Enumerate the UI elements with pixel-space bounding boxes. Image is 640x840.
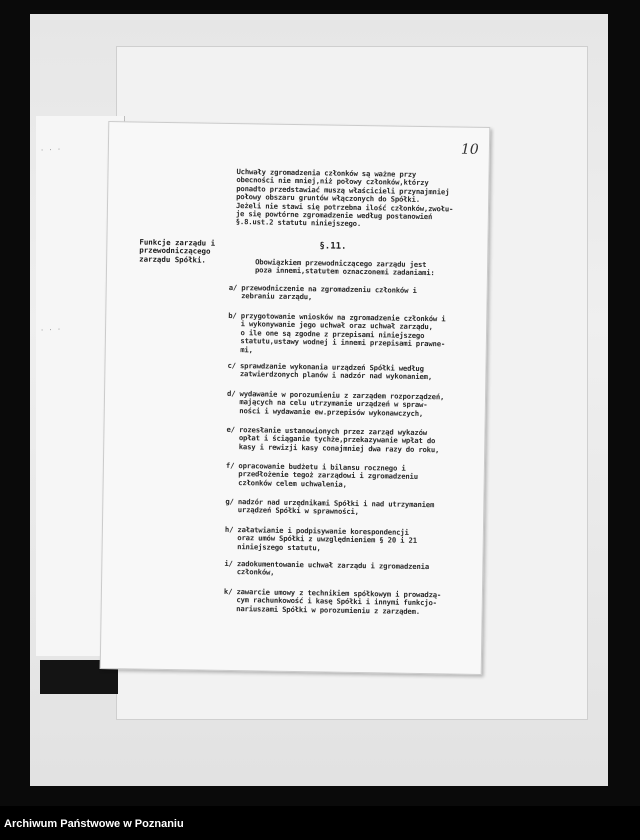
list-item-e: e/ rozesłanie ustanowionych przez zarząd wykazów opłat i ściąganie tychże,przekazywanie wpłat do kasy i rewizji kasy conajmniej dwa razy do roku, bbox=[226, 424, 440, 455]
list-item-k: k/ zawarcie umowy z technikiem spółkowym i prowadzą- cym rachunkowość i kasę Spółki i innymi funkcjo- nariuszami Spółki w porozumieniu z zarządem. bbox=[223, 586, 442, 616]
list-item-g: g/ nadzór nad urzędnikami Spółki i nad utrzymaniem urządzeń Spółki w sprawności, bbox=[225, 496, 435, 517]
side-label: Funkcje zarządu i przewodniczącego zarządu Spółki. bbox=[139, 237, 216, 265]
list-item-i: i/ zadokumentowanie uchwał zarządu i zgromadzenia członków, bbox=[224, 558, 430, 578]
list-item-c: c/ sprawdzanie wykonania urządzeń Spółki według zatwierdzonych planów i nadzór nad wykonaniem, bbox=[227, 360, 433, 382]
page-number: 10 bbox=[460, 141, 479, 158]
list-item-b: b/ przygotowanie wniosków na zgromadzenie członków i i wykonywanie jego uchwał oraz uchwał zarządu, o ile one są zgodne z przepisami niniejszego statutu,ustawy wodnej i innemi przepisami prawne- mi, bbox=[227, 310, 446, 354]
intro-paragraph: Uchwały zgromadzenia członków są ważne przy obecności nie mniej,niż połowy członków,którzy ponadto przedstawiać muszą właścicieli przynajmniej połowy obszaru gruntów włączonych do Spółki. Jeżeli nie stawi się potrzebna ilość członków,zwołu- je się powtórne zgromadzenie według postanowień §.8.ust.2 statutu niniejszego. bbox=[235, 167, 454, 229]
section-title: §.11. bbox=[319, 241, 347, 252]
faded-mark: · · · bbox=[39, 145, 62, 155]
faded-mark: · · · bbox=[39, 325, 62, 335]
list-item-f: f/ opracowanie budżetu i bilansu rocznego i przedłożenie tegoż zarządowi i zgromadzeniu członków celem uchwalenia, bbox=[225, 460, 419, 489]
list-item-d: d/ wydawanie w porozumieniu z zarządem rozporządzeń, mających na celu utrzymanie urządzeń w spraw- ności i wydawanie ew.przepisów wykonawczych, bbox=[226, 388, 445, 418]
list-item-h: h/ załatwianie i podpisywanie korespondencji oraz umów Spółki z uwzględnieniem § 20 i 21 niniejszego statutu, bbox=[224, 524, 417, 553]
archive-caption: Archiwum Państwowe w Poznaniu bbox=[4, 818, 184, 830]
document-page bbox=[100, 121, 491, 675]
section-lead: Obowiązkiem przewodniczącego zarządu jest poza innemi,statutem oznaczonemi zadaniami: bbox=[254, 257, 435, 278]
list-item-a: a/ przewodniczenie na zgromadzeniu członków i zebraniu zarządu, bbox=[228, 282, 417, 302]
